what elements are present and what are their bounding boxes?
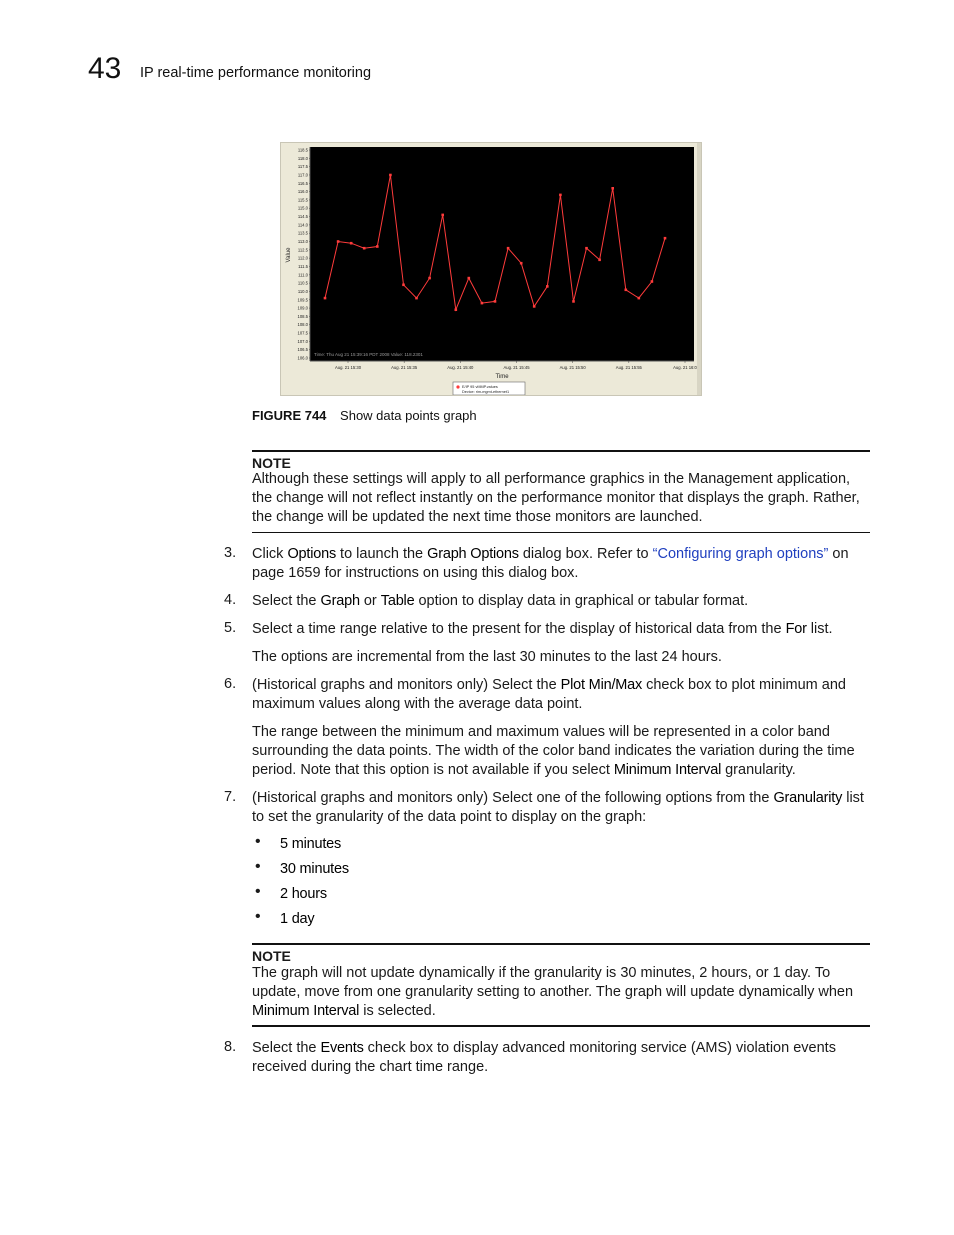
y-tick-label: 110.0 xyxy=(297,288,308,294)
x-tick-label: Aug. 21 15:45 xyxy=(503,365,530,370)
step-8-text: Select the Events check box to display advanced monitoring service (AMS) violation events received during the chart time range. xyxy=(252,1040,836,1075)
chapter-number: 43 xyxy=(88,52,122,85)
data-points-chart xyxy=(281,143,701,395)
y-tick-label: 109.0 xyxy=(297,305,308,311)
data-point xyxy=(625,289,628,292)
data-point xyxy=(389,174,392,177)
granularity-list-ref: Granularity xyxy=(773,790,843,806)
data-point xyxy=(638,297,641,300)
step-8-number: 8. xyxy=(224,1039,237,1055)
data-point xyxy=(350,242,353,245)
y-tick-label: 112.5 xyxy=(297,247,308,253)
plot-area xyxy=(310,147,694,361)
y-tick-label: 107.0 xyxy=(297,338,308,344)
y-tick-label: 114.5 xyxy=(297,214,308,220)
y-tick-label: 117.0 xyxy=(297,172,308,178)
data-point xyxy=(546,285,549,288)
data-point xyxy=(585,247,588,250)
x-tick-label: Aug. 21 15:35 xyxy=(391,365,418,370)
for-list-ref: For xyxy=(785,621,807,637)
data-point xyxy=(651,280,654,283)
bullet-dot: • xyxy=(255,833,261,850)
data-point xyxy=(441,214,444,217)
plot-min-max-ref: Plot Min/Max xyxy=(560,677,643,693)
bullet-dot: • xyxy=(255,883,261,900)
y-tick-label: 110.5 xyxy=(297,280,308,286)
bullet-5-minutes: 5 minutes xyxy=(280,836,342,852)
figure-caption xyxy=(252,408,477,423)
data-point xyxy=(572,300,575,303)
y-tick-label: 112.0 xyxy=(297,255,308,261)
data-point xyxy=(507,247,510,250)
y-tick-label: 115.5 xyxy=(297,197,308,203)
data-point xyxy=(481,302,484,305)
note1-top-rule xyxy=(252,450,870,452)
y-tick-label: 115.0 xyxy=(297,205,308,211)
chapter-title: IP real-time performance monitoring xyxy=(140,65,372,81)
data-point xyxy=(533,305,536,308)
x-tick-label: Aug. 21 16:0 xyxy=(673,365,697,370)
y-tick-label: 106.0 xyxy=(297,355,308,361)
data-point xyxy=(520,262,523,265)
note2-title: NOTE xyxy=(252,948,291,964)
legend-line-2: Device: rim-mgmt-ethernet1 xyxy=(462,390,510,394)
data-point xyxy=(664,237,667,240)
note2-top-rule xyxy=(252,943,870,945)
y-tick-label: 116.0 xyxy=(297,189,308,195)
graph-options-dialog-ref: Graph Options xyxy=(427,546,519,562)
note2-text: The graph will not update dynamically if the granularity is 30 minutes, 2 hours, or 1 day. To update, move from one granularity setting to another. The graph will update dynamically when Minimum Interval is selected. xyxy=(252,965,854,1019)
step-3-text: Click Options to launch the Graph Options dialog box. Refer to “Configuring graph options” on page 1659 for instructions on using this dialog box. xyxy=(252,546,849,581)
table-option-ref: Table xyxy=(380,593,415,609)
figure-label: FIGURE 744 xyxy=(252,408,327,423)
status-readout: Time: Thu Aug 21 15:39:16 PDT 2008 Value: 118.2301 xyxy=(314,352,423,357)
data-point xyxy=(363,247,366,250)
note1-text: Although these settings will apply to all performance graphics in the Management application, the change will not reflect instantly on the performance monitor that displays the graph. Rather, the change will be updated the next time those monitors are launched. xyxy=(252,471,860,525)
step-4-number: 4. xyxy=(224,592,237,608)
events-checkbox-ref: Events xyxy=(320,1040,364,1056)
data-point xyxy=(494,300,497,303)
y-tick-label: 116.5 xyxy=(297,180,308,186)
bullet-2-hours: 2 hours xyxy=(280,886,327,902)
y-tick-label: 111.0 xyxy=(298,272,308,278)
y-tick-label: 118.0 xyxy=(297,155,308,161)
y-tick-label: 117.5 xyxy=(297,164,308,170)
y-tick-label: 107.5 xyxy=(297,330,308,336)
step-5-number: 5. xyxy=(224,620,237,636)
options-button-ref: Options xyxy=(287,546,337,562)
configuring-graph-options-link[interactable]: “Configuring graph options” xyxy=(652,546,829,562)
step-7-number: 7. xyxy=(224,789,237,805)
y-axis-label: Value xyxy=(286,247,292,263)
figure-caption-text: Show data points graph xyxy=(340,408,477,423)
step-6-number: 6. xyxy=(224,676,237,692)
note2-bottom-rule xyxy=(252,1025,870,1027)
y-tick-label: 113.0 xyxy=(297,239,308,245)
step-4-text: Select the Graph or Table option to display data in graphical or tabular format. xyxy=(252,593,749,609)
x-axis-label: Time xyxy=(495,374,509,380)
y-tick-label: 113.5 xyxy=(297,230,308,236)
data-point xyxy=(598,259,601,262)
data-point xyxy=(559,194,562,197)
x-tick-label: Aug. 21 15:30 xyxy=(334,365,362,370)
step-3-number: 3. xyxy=(224,545,237,561)
note1-title: NOTE xyxy=(252,455,291,471)
figure-screenshot xyxy=(280,142,702,396)
graph-option-ref: Graph xyxy=(320,593,360,609)
minimum-interval-ref: Minimum Interval xyxy=(613,762,722,778)
data-point xyxy=(428,277,431,280)
data-point xyxy=(402,284,405,287)
y-tick-label: 108.5 xyxy=(297,313,308,319)
data-point xyxy=(415,297,418,300)
x-tick-label: Aug. 21 15:55 xyxy=(615,365,642,370)
minimum-interval-ref: Minimum Interval xyxy=(252,1003,360,1019)
data-point xyxy=(376,245,379,248)
y-tick-label: 118.5 xyxy=(297,147,308,153)
step-5-detail: The options are incremental from the last 30 minutes to the last 24 hours. xyxy=(252,649,722,665)
data-point xyxy=(324,297,327,300)
step-6-detail: The range between the minimum and maximum values will be represented in a color band surrounding the data points. The width of the color band indicates the variation during the time period. Note that this option is not available if you select Minimum Interval granularity. xyxy=(252,724,855,778)
legend-marker xyxy=(456,385,459,388)
step-5-text: Select a time range relative to the present for the display of historical data from the For list. xyxy=(252,621,833,637)
step-6-text: (Historical graphs and monitors only) Select the Plot Min/Max check box to plot minimum and maximum values along with the average data point. xyxy=(252,677,846,712)
x-tick-label: Aug. 21 15:50 xyxy=(559,365,586,370)
y-tick-label: 108.0 xyxy=(297,322,308,328)
legend-line-1: E/IP 95 vMMP.values xyxy=(462,385,498,389)
data-point xyxy=(337,240,340,243)
legend xyxy=(453,382,525,395)
bullet-30-minutes: 30 minutes xyxy=(280,861,349,877)
y-tick-label: 109.5 xyxy=(297,297,308,303)
bullet-dot: • xyxy=(255,858,261,875)
y-tick-label: 111.5 xyxy=(298,263,308,269)
data-point xyxy=(468,277,471,280)
bullet-dot: • xyxy=(255,908,261,925)
data-point xyxy=(455,308,458,311)
y-tick-label: 106.5 xyxy=(297,347,308,353)
x-tick-label: Aug. 21 15:40 xyxy=(447,365,474,370)
y-tick-label: 114.0 xyxy=(297,222,308,228)
data-point xyxy=(611,187,614,190)
scrollbar-track xyxy=(697,143,701,395)
note1-bottom-rule xyxy=(252,532,870,533)
step-7-text: (Historical graphs and monitors only) Select one of the following options from the Granularity list to set the granularity of the data point to display on the graph: xyxy=(252,790,864,825)
bullet-1-day: 1 day xyxy=(280,911,315,927)
